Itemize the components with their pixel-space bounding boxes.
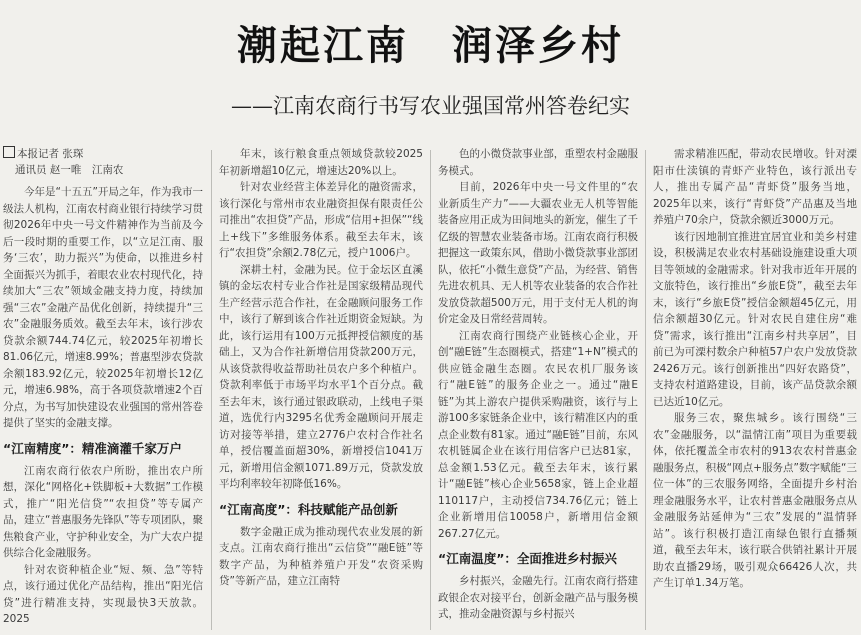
- body-paragraph: 深耕土村，金融为民。位于金坛区直溪镇的金坛农村专业合作社是国家级精品现代生产经营示范合作社，在金融顾问服务工作中，该行了解到该合作社近期资金短缺。为此，该行运用有100万元抵押授信额度的基础上，又为合作社新增信用贷款200万元，从该贷款得收益帮助社员农户多个种植户。贷款利率低于市场平均水平1个百分点。截至去年末，该行通过银政联动，上线电子渠道，选优行内3295名优秀金融顾问开展走访对接等举措，建立2776户农村合作社名单，授信覆盖面超30%，新增授信1041万元，新增用信金额1071.89万元，贷款发放平均利率较年初降低16%。: [219, 263, 423, 490]
- article-column-2: [219, 146, 423, 632]
- column-rule: [211, 150, 212, 630]
- body-paragraph: 今年是“十五五”开局之年，作为我市一级法人机构，江南农村商业银行持续学习贯彻2026年中央一号文件精神作为当前及今后一段时期的重要工作，以“立足江南、服务‘三农’，助力振兴”为使命，以推进乡村全面振兴为抓手，着眼农业农村现代化，持续加大“三农”领域金融支持力度，持续加强“三农”金融产品优化创新，持续提升“三农”金融服务质效。截至去年末，该行涉农贷款余额744.74亿元，较2025年初增长81.06亿元，增速8.99%；普惠型涉农贷款余额183.92亿元，较2025年初增长12亿元，增速6.98%，高于各项贷款增速2个百分点，为书写加快建设农业强国的常州答卷提供了坚实的金融支撑。: [3, 186, 203, 429]
- article-column-3: [438, 146, 638, 632]
- correspondent-names: 赵一唯 江南农: [49, 164, 124, 176]
- headline: 潮起江南 润泽乡村: [237, 23, 624, 69]
- square-icon: [3, 146, 15, 158]
- body-paragraph: 需求精准匹配，带动农民增收。针对溧阳市仕渎镇的青虾产业特色，该行派出专人，推出专属产品“青虾贷”服务当地，2025年以来，该行“青虾贷”产品惠及当地养殖户70余户，贷款余额近3000万元。: [653, 148, 857, 226]
- body-paragraph: 江南农商行围绕产业链核心企业，开创“融E链”生态圈模式，搭建“1+N”模式的供应链金融生态圈。农民农机厂服务该行“融E链”的服务企业之一。通过“融E链”为其上游农户提供采购融资，该行与上游100多家链条企业中，该行精准区内的重点企业数有81家。通过“融E链”目前，东风农机链属企业在该行用信客户已达81家，总金额1.53亿元。截至去年末，该行累计“融E链”核心企业5658家，链上企业超110117户，主动授信734.76亿元；链上企业新增用信10058户，新增用信金额267.27亿元。: [438, 329, 638, 540]
- column-rule: [430, 150, 431, 630]
- body-paragraph: 乡村振兴，金融先行。江南农商行搭建政银企农对接平台，创新金融产品与服务模式，推动金融资源与乡村振兴: [438, 575, 638, 620]
- body-paragraph: 色的小微贷款事业部，重塑农村金融服务模式。: [438, 148, 638, 177]
- body-paragraph: 该行因地制宜推进宜居宜业和美乡村建设，积极满足农业农村基础设施建设重大项目等领域的金融需求。针对我市近年开展的文旅特色，该行推出“乡旅E贷”，截至去年末，该行“乡旅E贷”授信金额超45亿元，用信余额超30亿元。针对农民自建住房“难贷”需求，该行推出“江南乡村共享居”，目前已为可溧村数余户种植57户农户发放贷款2426万元。该行创新推出“四好农路贷”，支持农村道路建设，目前，该产品贷款余额已达近10亿元。: [653, 230, 857, 408]
- body-paragraph: 目前，2026年中央一号文件里的“农业新质生产力”——大疆农业无人机等智能装备应用正成为田间地头的新宠，催生了千亿级的智慧农业装备市场。江南农商行积极把握这一政策东风，借助小微贷款事业部团队，依托“小微生意贷”产品，为经营、销售先进农机具、无人机等农业装备的农合作社发放贷款超500万元，用于支付无人机的询价定金及日常经营周转。: [438, 181, 638, 325]
- reporter-name: 张琛: [62, 148, 84, 160]
- section-title: “江南高度”：科技赋能产品创新: [219, 501, 398, 517]
- section-title: “江南温度”：全面推进乡村振兴: [438, 551, 617, 566]
- section-title: “江南精度”：精准滴灌千家万户: [3, 440, 182, 456]
- body-paragraph: 针对农业经营主体差异化的融资需求，该行深化与常州市农业融资担保有限责任公司推出“农担贷”产品，形成“信用+担保”“线上+线下”多维服务体系。截至去年末，该行“农担贷”余额2.78亿元，授户1006户。: [219, 181, 423, 259]
- article-column-4: [653, 146, 857, 632]
- body-paragraph: 江南农商行依农户所盼，推出农户所想，深化“网格化+铁脚板+大数据”工作模式，推广“阳光信贷”“农担贷”等专属产品，建立“普惠服务先锋队”等专项团队，聚焦粮食产业，守护种业安全，为广大农户提供综合化金融服务。: [3, 464, 203, 559]
- byline: [3, 146, 203, 178]
- subheadline: ——江南农商行书写农业强国常州答卷纪实: [231, 94, 630, 118]
- body-paragraph: 针对农资种植企业“短、频、急”等特点，该行通过优化产品结构，推出“阳光信贷”进行精准支持，实现最快3天放款。2025: [3, 563, 203, 625]
- article-column-1: [3, 146, 203, 632]
- column-rule: [645, 150, 646, 630]
- reporter-label: 本报记者: [17, 148, 59, 160]
- body-paragraph: 年末，该行粮食重点领域贷款较2025年初新增超10亿元，增速达20%以上。: [219, 148, 423, 177]
- body-paragraph: 数字金融正成为推动现代农业发展的新支点。江南农商行推出“云信贷”“融E链”等数字产品，为种植养殖户开发“农资采购贷”等新产品，建立江南特: [219, 525, 423, 587]
- correspondent-label: 通讯员: [15, 164, 47, 176]
- body-paragraph: 服务三农，聚焦城乡。该行围绕“三农”金融服务，以“温情江南”项目为重要载体，依托覆盖全市农村的913农农村普惠金融服务点，积极“网点+服务点”数字赋能“三位一体”的三农服务网络，全面提升乡村治理金融服务水平，让农村普惠金融服务点从金融服务站延伸为“三农”发展的“温情驿站”。该行积极打造江南绿色银行直播频道，截至去年末，该行联合供销社累计开展助农直播29场，吸引观众66426人次，共产生订单1.34万笔。: [653, 412, 857, 589]
